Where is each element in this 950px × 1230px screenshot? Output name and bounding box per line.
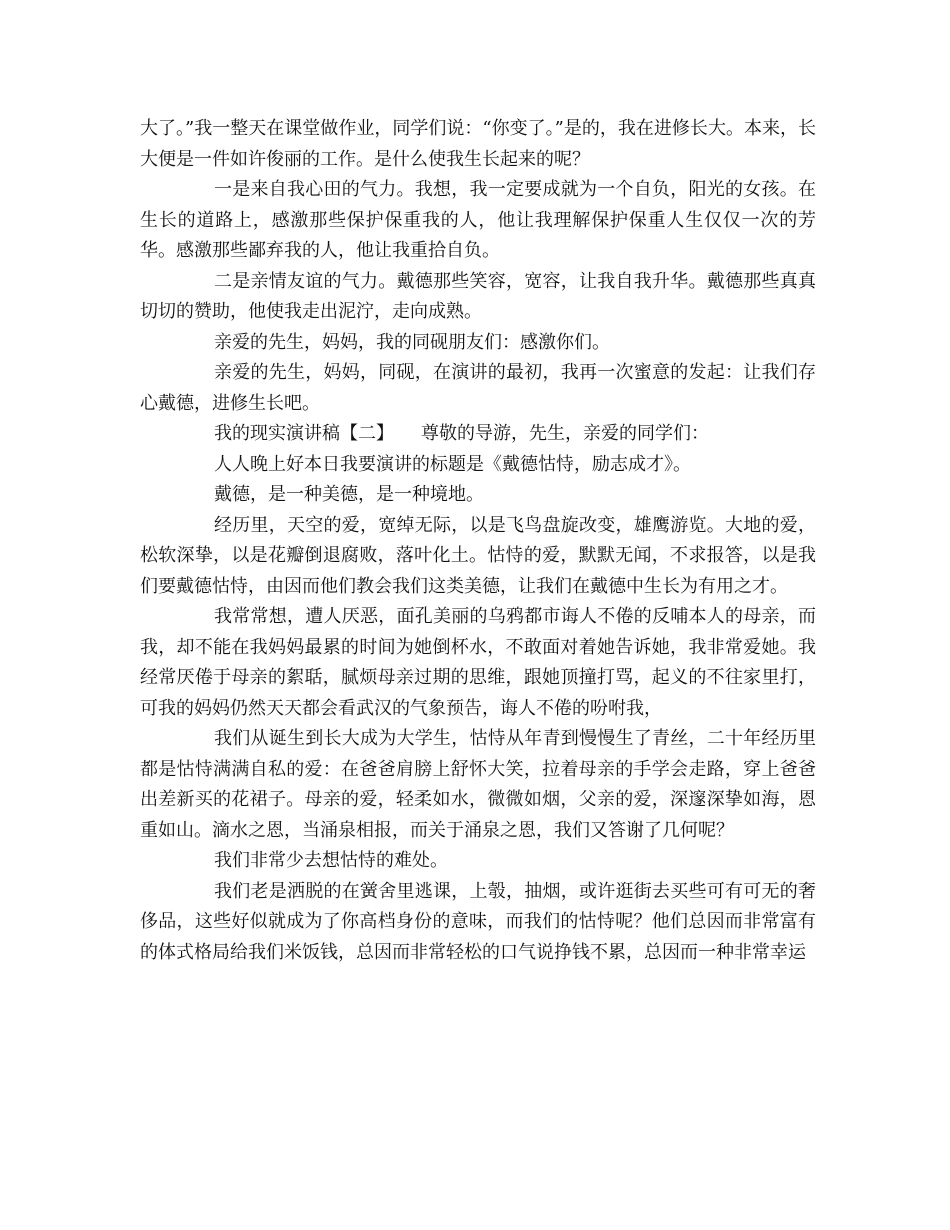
paragraph-love-of-nature: 经历里，天空的爱，宽绰无际，以是飞鸟盘旋改变，雄鹰游览。大地的爱，松软深挚，以是花瓣倒退腐败，落叶化土。怙恃的爱，默默无闻，不求报答，以是我们要戴德怙恃，由因而他们教会我们这类美德，让我们在戴德中生长为有用之才。	[140, 514, 816, 597]
paragraph-crow-mother: 我常常想，遭人厌恶，面孔美丽的乌鸦都市诲人不倦的反哺本人的母亲，而我，却不能在我妈妈最累的时间为她倒杯水，不敢面对着她告诉她，我非常爱她。我经常厌倦于母亲的絮聒，腻烦母亲过期的思维，跟她顶撞打骂，起义的不往家里打，可我的妈妈仍然天天都会看武汉的气象预告，诲人不倦的吩咐我，	[140, 606, 816, 719]
document-body	[140, 114, 816, 968]
speech-two-heading: 我的现实演讲稿【二】 尊敬的导游，先生，亲爱的同学们：	[214, 423, 709, 444]
paragraph-thanks: 亲爱的先生，妈妈，我的同砚朋友们：感激你们。	[214, 331, 610, 353]
paragraph-school-life: 我们老是洒脱的在黉舍里逃课，上彀，抽烟，或许逛街去买些可有可无的奢侈品，这些好似就成为了你高档身份的意味，而我们的怙恃呢？他们总因而非常富有的体式格局给我们米饭钱，总因而非常轻松的口气说挣钱不累，总因而一种非常幸运	[140, 880, 816, 963]
paragraph-growing-up: 我们从诞生到长大成为大学生，怙恃从年青到慢慢生了青丝，二十年经历里都是怙恃满满自私的爱：在爸爸肩膀上舒怀大笑，拉着母亲的手学会走路，穿上爸爸出差新买的花裙子。母亲的爱，轻柔如水，微微如烟，父亲的爱，深邃深挚如海，恩重如山。滴水之恩，当涌泉相报，而关于涌泉之恩，我们又答谢了几何呢？	[140, 728, 816, 841]
paragraph-gratitude-virtue: 戴德，是一种美德，是一种境地。	[214, 484, 484, 505]
paragraph-closing-appeal: 亲爱的先生，妈妈，同砚，在演讲的最初，我再一次蜜意的发起：让我们存心戴德，进修生长吧。	[140, 362, 816, 414]
paragraph-continuation: 大了。”我一整天在课堂做作业，同学们说：“你变了。”是的，我在进修长大。本来，长大便是一件如许俊丽的工作。是什么使我生长起来的呢？	[140, 118, 816, 170]
paragraph-greeting: 人人晚上好本日我要演讲的标题是《戴德怙恃，励志成才》。	[214, 453, 691, 475]
paragraph-family-friendship: 二是亲情友谊的气力。戴德那些笑容，宽容，让我自我升华。戴德那些真真切切的赞助，他使我走出泥泞，走向成熟。	[140, 270, 816, 322]
paragraph-parents-hardship: 我们非常少去想怙恃的难处。	[214, 850, 448, 871]
paragraph-inner-strength: 一是来自我心田的气力。我想，我一定要成就为一个自负，阳光的女孩。在生长的道路上，感激那些保护保重我的人，他让我理解保护保重人生仅仅一次的芳华。感激那些鄙弃我的人，他让我重拾自负。	[140, 179, 816, 261]
